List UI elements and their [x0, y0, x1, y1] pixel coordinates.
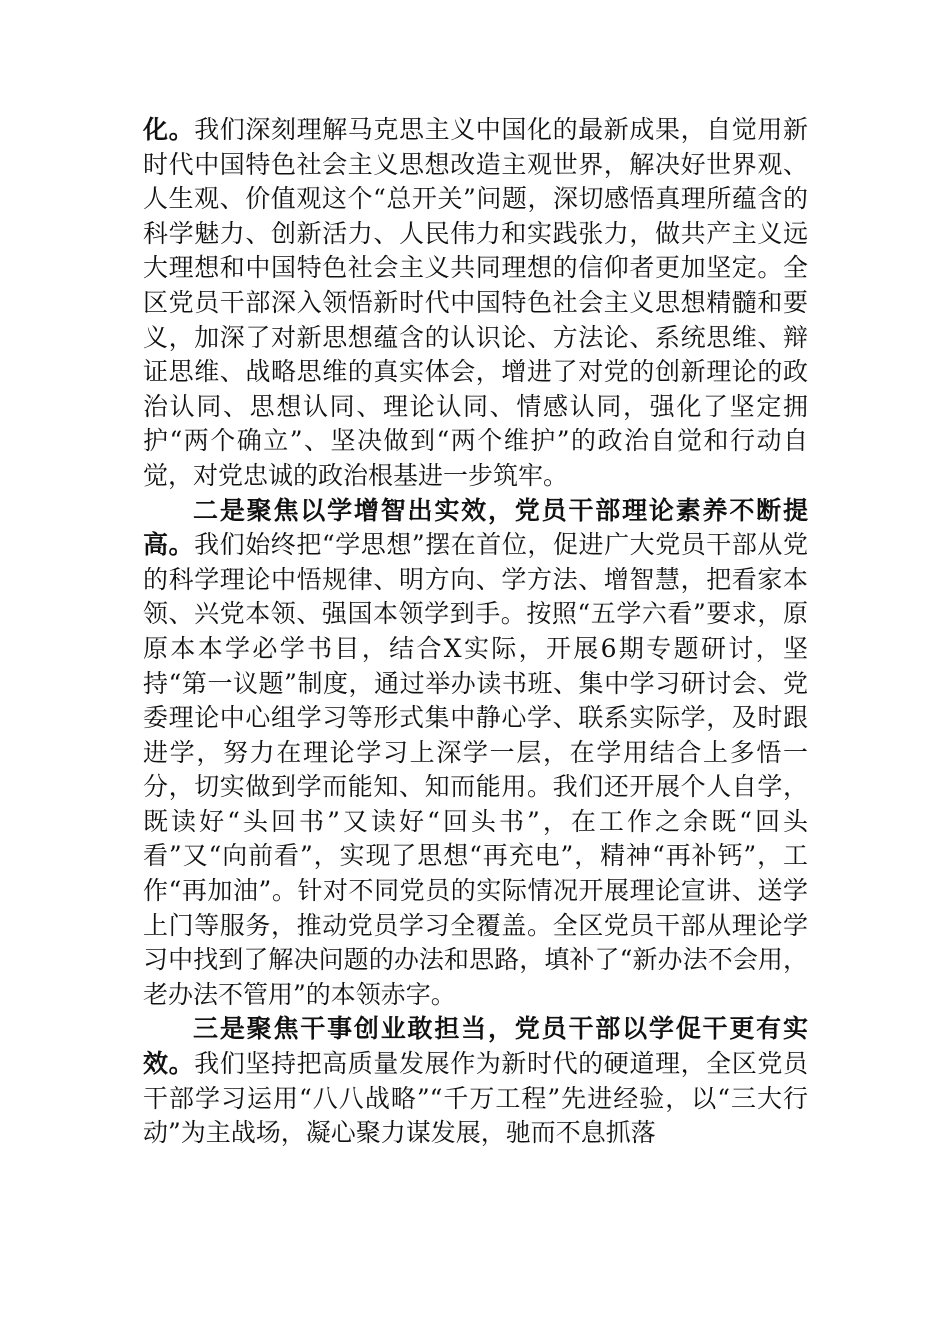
paragraph-body: 我们始终把“学思想”摆在首位，促进广大党员干部从党的科学理论中悟规律、明方向、学方法、增智慧，把看家本领、兴党本领、强国本领学到手。按照“五学六看”要求，原原本本学必学书目，结合X实际，开展6期专题研讨，坚持“第一议题”制度，通过举办读书班、集中学习研讨会、党委理论中心组学习等形式集中静心学、联系实际学，及时跟进学，努力在理论学习上深学一层，在学用结合上多悟一分，切实做到学而能知、知而能用。我们还开展个人自学，既读好“头回书”又读好“回头书”，在工作之余既“回头看”又“向前看”，实现了思想“再充电”，精神“再补钙”，工作“再加油”。针对不同党员的实际情况开展理论宣讲、送学上门等服务，推动党员学习全覆盖。全区党员干部从理论学习中找到了解决问题的办法和思路，填补了“新办法不会用，老办法不管用”的本领赤字。 — [143, 530, 808, 1009]
paragraph-heading: 三是聚焦干事创业敢担当，党员干部以学促干更有实效。 — [143, 1014, 808, 1079]
paragraph-body: 我们坚持把高质量发展作为新时代的硬道理，全区党员干部学习运用“八八战略”“千万工程”先进经验，以“三大行动”为主战场，凝心聚力谋发展，驰而不息抓落 — [143, 1049, 808, 1148]
paragraph-heading: 二是聚焦以学增智出实效，党员干部理论素养不断提高。 — [143, 495, 808, 560]
paragraph-section-two — [143, 494, 808, 1013]
paragraph-continuation — [143, 113, 808, 494]
paragraph-heading: 化。 — [143, 115, 195, 144]
document-page — [143, 113, 808, 1151]
paragraph-section-three — [143, 1012, 808, 1150]
paragraph-body: 我们深刻理解马克思主义中国化的最新成果，自觉用新时代中国特色社会主义思想改造主观世界，解决好世界观、人生观、价值观这个“总开关”问题，深切感悟真理所蕴含的科学魅力、创新活力、人民伟力和实践张力，做共产主义远大理想和中国特色社会主义共同理想的信仰者更加坚定。全区党员干部深入领悟新时代中国特色社会主义思想精髓和要义，加深了对新思想蕴含的认识论、方法论、系统思维、辩证思维、战略思维的真实体会，增进了对党的创新理论的政治认同、思想认同、理论认同、情感认同，强化了坚定拥护“两个确立”、坚决做到“两个维护”的政治自觉和行动自觉，对党忠诚的政治根基进一步筑牢。 — [143, 115, 808, 490]
